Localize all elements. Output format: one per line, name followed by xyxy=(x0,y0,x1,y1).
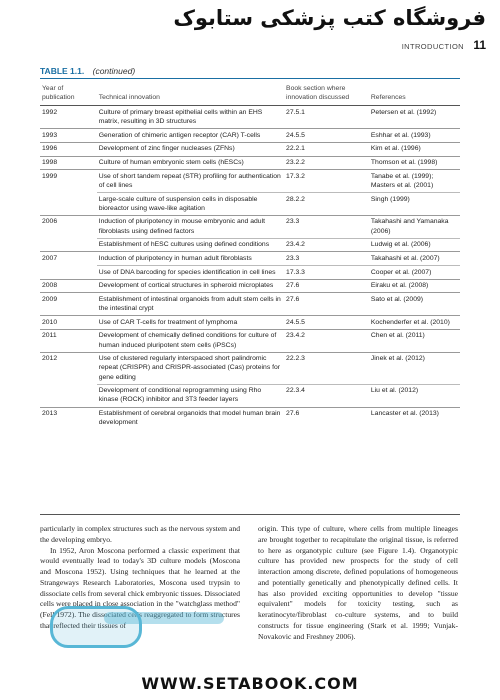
table-row xyxy=(40,352,460,384)
cell-references: Takahashi et al. (2007) xyxy=(369,252,460,266)
paragraph: In 1952, Aron Moscona performed a classic experiment that would eventually lead to today's 3D culture models (Moscona and Moscona 1952). Using techniques that he learned at the Strangeways Research Laboratories, Moscona used trypsin to dissociate cells from several chick embryonic tissues. Dissociated cells were placed in close association in the "watchglass method" (Fell 1972). The dissociated cells reaggregated to form structures that reflected their tissues of xyxy=(40,545,240,631)
header-innovation: Technical innovation xyxy=(97,82,284,106)
watermark-site-url: WWW.SETABOOK.COM xyxy=(141,674,359,693)
cell-section: 23.3 xyxy=(284,252,369,266)
cell-innovation: Development of cortical structures in spheroid microplates xyxy=(97,279,284,293)
cell-section: 24.5.5 xyxy=(284,316,369,330)
cell-innovation: Establishment of hESC cultures using defined conditions xyxy=(97,238,284,252)
table-row xyxy=(40,407,460,429)
cell-year: 2012 xyxy=(40,352,97,384)
body-column-right xyxy=(258,524,458,643)
table-continued-note: (continued) xyxy=(92,66,136,76)
cell-innovation: Generation of chimeric antigen receptor (CAR) T-cells xyxy=(97,129,284,143)
paragraph: particularly in complex structures such as the nervous system and the developing embryo. xyxy=(40,524,240,544)
cell-section: 27.6 xyxy=(284,293,369,316)
cell-year: 2006 xyxy=(40,215,97,238)
table-row xyxy=(40,279,460,293)
table-row xyxy=(40,142,460,156)
innovation-table xyxy=(40,82,460,429)
table-row xyxy=(40,193,460,216)
cell-innovation: Culture of human embryonic stem cells (hESCs) xyxy=(97,156,284,170)
cell-section: 23.3 xyxy=(284,215,369,238)
cell-references: Singh (1999) xyxy=(369,193,460,216)
table-row xyxy=(40,316,460,330)
cell-innovation: Development of zinc finger nucleases (ZFNs) xyxy=(97,142,284,156)
table-row xyxy=(40,293,460,316)
cell-section: 27.5.1 xyxy=(284,106,369,129)
cell-year xyxy=(40,238,97,252)
cell-section: 24.5.5 xyxy=(284,129,369,143)
cell-references: Eiraku et al. (2008) xyxy=(369,279,460,293)
header-year: Year of publication xyxy=(40,82,97,106)
table-header-row xyxy=(40,82,460,106)
cell-section: 17.3.2 xyxy=(284,170,369,193)
cell-references: Ludwig et al. (2006) xyxy=(369,238,460,252)
cell-references: Kochenderfer et al. (2010) xyxy=(369,316,460,330)
cell-references: Thomson et al. (1998) xyxy=(369,156,460,170)
table-row xyxy=(40,215,460,238)
cell-year xyxy=(40,193,97,216)
cell-references: Tanabe et al. (1999); Masters et al. (2001) xyxy=(369,170,460,193)
table-row xyxy=(40,106,460,129)
cell-section: 27.6 xyxy=(284,279,369,293)
cell-innovation: Development of chemically defined conditions for culture of human induced pluripotent stem cells (iPSCs) xyxy=(97,329,284,352)
cell-year: 2010 xyxy=(40,316,97,330)
cell-year: 1992 xyxy=(40,106,97,129)
table-label: TABLE 1.1. xyxy=(40,66,85,76)
header-section: Book section where innovation discussed xyxy=(284,82,369,106)
watermark-logo-stroke xyxy=(104,612,224,624)
cell-innovation: Induction of pluripotency in human adult fibroblasts xyxy=(97,252,284,266)
table-row xyxy=(40,329,460,352)
cell-year xyxy=(40,266,97,280)
cell-section: 27.6 xyxy=(284,407,369,429)
cell-year: 2013 xyxy=(40,407,97,429)
cell-year: 2009 xyxy=(40,293,97,316)
cell-innovation: Use of CAR T-cells for treatment of lymphoma xyxy=(97,316,284,330)
cell-year xyxy=(40,384,97,407)
table-body xyxy=(40,106,460,430)
cell-section: 22.2.1 xyxy=(284,142,369,156)
cell-references: Chen et al. (2011) xyxy=(369,329,460,352)
cell-innovation: Large-scale culture of suspension cells in disposable bioreactor using wave-like agitation xyxy=(97,193,284,216)
cell-section: 23.2.2 xyxy=(284,156,369,170)
cell-references: Jinek et al. (2012) xyxy=(369,352,460,384)
table-row xyxy=(40,384,460,407)
table-top-rule xyxy=(40,78,460,79)
cell-innovation: Use of short tandem repeat (STR) profiling for authentication of cell lines xyxy=(97,170,284,193)
cell-innovation: Culture of primary breast epithelial cells within an EHS matrix, resulting in 3D structures xyxy=(97,106,284,129)
cell-year: 1993 xyxy=(40,129,97,143)
table-row xyxy=(40,238,460,252)
cell-year: 2011 xyxy=(40,329,97,352)
table-row xyxy=(40,266,460,280)
cell-year: 1998 xyxy=(40,156,97,170)
running-head: INTRODUCTION xyxy=(401,42,464,51)
table-row xyxy=(40,252,460,266)
cell-section: 23.4.2 xyxy=(284,329,369,352)
cell-references: Takahashi and Yamanaka (2006) xyxy=(369,215,460,238)
cell-innovation: Establishment of cerebral organoids that model human brain development xyxy=(97,407,284,429)
table-row xyxy=(40,129,460,143)
paragraph: origin. This type of culture, where cells from multiple lineages are brought together to recapitulate the original tissue, is referred to here as organotypic culture (see Figure 1.4). Organotypic culture has provided new prospects for the study of cell interaction among discrete, defined populations of homogeneous and potentially genetically and phenotypically defined cells. It has also provided exciting opportunities to develop "tissue equivalent" models for toxicity testing, such as keratinocyte/fibroblast co-culture systems, and to build constructs for tissue engineering (Stark et al. 1999; Vunjak-Novakovic and Freshney 2006). xyxy=(258,524,458,641)
table-row xyxy=(40,156,460,170)
cell-section: 22.3.4 xyxy=(284,384,369,407)
cell-section: 17.3.3 xyxy=(284,266,369,280)
cell-section: 23.4.2 xyxy=(284,238,369,252)
cell-year: 2008 xyxy=(40,279,97,293)
cell-section: 22.2.3 xyxy=(284,352,369,384)
cell-references: Liu et al. (2012) xyxy=(369,384,460,407)
cell-references: Petersen et al. (1992) xyxy=(369,106,460,129)
cell-innovation: Use of DNA barcoding for species identification in cell lines xyxy=(97,266,284,280)
cell-references: Sato et al. (2009) xyxy=(369,293,460,316)
cell-references: Lancaster et al. (2013) xyxy=(369,407,460,429)
cell-year: 1999 xyxy=(40,170,97,193)
table-caption xyxy=(40,66,135,76)
header-references: References xyxy=(369,82,460,106)
cell-references: Eshhar et al. (1993) xyxy=(369,129,460,143)
cell-section: 28.2.2 xyxy=(284,193,369,216)
page-number: 11 xyxy=(473,38,486,52)
cell-year: 2007 xyxy=(40,252,97,266)
cell-references: Kim et al. (1996) xyxy=(369,142,460,156)
cell-references: Cooper et al. (2007) xyxy=(369,266,460,280)
cell-year: 1996 xyxy=(40,142,97,156)
table-row xyxy=(40,170,460,193)
table-bottom-rule xyxy=(40,514,460,515)
cell-innovation: Induction of pluripotency in mouse embryonic and adult fibroblasts using defined factors xyxy=(97,215,284,238)
header-brand-text: فروشگاه کتب پزشکی ستابوک xyxy=(173,6,486,30)
cell-innovation: Use of clustered regularly interspaced short palindromic repeat (CRISPR) and CRISPR-associated (Cas) proteins for gene editing xyxy=(97,352,284,384)
cell-innovation: Development of conditional reprogramming using Rho kinase (ROCK) inhibitor and 3T3 feeder layers xyxy=(97,384,284,407)
cell-innovation: Establishment of intestinal organoids from adult stem cells in the intestinal crypt xyxy=(97,293,284,316)
